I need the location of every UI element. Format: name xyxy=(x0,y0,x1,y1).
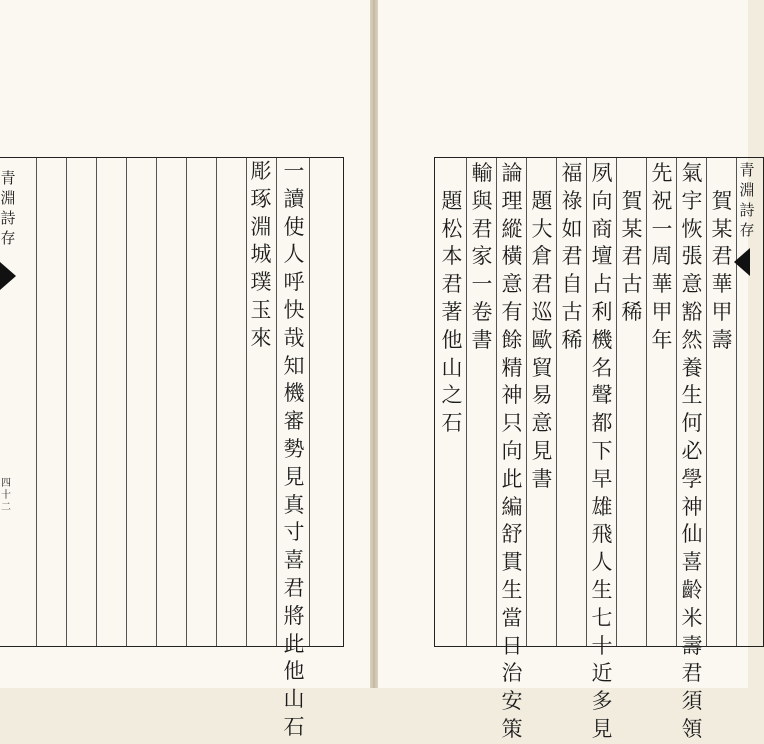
character: 甲 xyxy=(651,299,673,324)
character: 君 xyxy=(561,244,583,269)
character: 寸 xyxy=(283,520,305,545)
character: 多 xyxy=(591,689,613,714)
character: 早 xyxy=(591,466,613,491)
character: 書 xyxy=(531,466,553,491)
character: 生 xyxy=(501,577,523,602)
character: 君 xyxy=(681,661,703,686)
character: 他 xyxy=(441,327,463,352)
character: 他 xyxy=(283,659,305,684)
left-text-frame xyxy=(0,157,344,739)
character: 七 xyxy=(591,605,613,630)
character: 名 xyxy=(591,355,613,380)
character: 學 xyxy=(681,466,703,491)
character: 真 xyxy=(283,492,305,517)
character: 利 xyxy=(591,299,613,324)
character: 書 xyxy=(471,327,493,352)
character: 論 xyxy=(501,161,523,185)
poem-title-kako xyxy=(709,160,735,355)
character: 米 xyxy=(681,605,703,630)
character: 齡 xyxy=(681,577,703,602)
character: 恢 xyxy=(681,216,703,241)
character: 賀 xyxy=(621,188,643,213)
character: 古 xyxy=(621,272,643,297)
character: 先 xyxy=(651,161,673,185)
character: 哉 xyxy=(283,325,305,350)
character: 神 xyxy=(681,494,703,519)
poem-title-koki xyxy=(619,160,645,327)
character: 璞 xyxy=(250,270,272,295)
character: 近 xyxy=(591,661,613,686)
character: 只 xyxy=(501,411,523,436)
character: 然 xyxy=(681,327,703,352)
character: 人 xyxy=(591,550,613,575)
character: 理 xyxy=(501,188,523,213)
character: 輸 xyxy=(471,161,493,185)
character: 機 xyxy=(283,381,305,406)
spine-character: 淵 xyxy=(0,189,16,207)
character: 琢 xyxy=(250,186,272,211)
poem-line xyxy=(589,160,615,744)
character: 石 xyxy=(283,714,305,739)
character: 玉 xyxy=(250,297,272,322)
spine-character: 存 xyxy=(0,229,16,247)
character: 見 xyxy=(591,716,613,741)
character: 神 xyxy=(501,383,523,408)
character: 與 xyxy=(471,188,493,213)
poem-line xyxy=(559,160,585,355)
left-page xyxy=(0,0,370,739)
character: 勢 xyxy=(283,436,305,461)
character: 將 xyxy=(283,603,305,628)
character: 如 xyxy=(561,216,583,241)
character: 讀 xyxy=(283,186,305,211)
poem-line xyxy=(649,160,675,355)
character: 餘 xyxy=(501,327,523,352)
character: 大 xyxy=(531,216,553,241)
character: 壽 xyxy=(711,327,733,352)
character: 仙 xyxy=(681,522,703,547)
character: 十 xyxy=(591,633,613,658)
fish-tail-mark-left xyxy=(0,262,16,290)
character: 來 xyxy=(250,325,272,350)
character: 縱 xyxy=(501,216,523,241)
character: 某 xyxy=(711,216,733,241)
character: 張 xyxy=(681,244,703,269)
character: 華 xyxy=(711,272,733,297)
character: 聲 xyxy=(591,383,613,408)
poem-title-okura xyxy=(529,160,555,494)
character: 一 xyxy=(471,272,493,297)
left-spine-title xyxy=(0,168,19,248)
character: 甲 xyxy=(711,299,733,324)
spine-character: 詩 xyxy=(0,209,16,227)
character: 君 xyxy=(283,575,305,600)
character: 歐 xyxy=(531,327,553,352)
character: 某 xyxy=(621,216,643,241)
character: 雄 xyxy=(591,494,613,519)
character: 周 xyxy=(651,244,673,269)
character: 祿 xyxy=(561,188,583,213)
character: 之 xyxy=(441,383,463,408)
character: 飛 xyxy=(591,522,613,547)
character: 向 xyxy=(591,188,613,213)
character: 貿 xyxy=(531,355,553,380)
spine-character: 詩 xyxy=(739,201,755,219)
page-number-digit: 十 xyxy=(1,490,11,501)
character: 安 xyxy=(501,689,523,714)
left-poem-line-2 xyxy=(248,158,274,353)
character: 意 xyxy=(501,272,523,297)
character: 君 xyxy=(531,272,553,297)
character: 使 xyxy=(283,214,305,239)
character: 稀 xyxy=(621,299,643,324)
page-number-digit: 二 xyxy=(1,502,11,513)
character: 治 xyxy=(501,661,523,686)
character: 喜 xyxy=(283,548,305,573)
character: 華 xyxy=(651,272,673,297)
character: 君 xyxy=(441,272,463,297)
character: 淵 xyxy=(250,214,272,239)
character: 本 xyxy=(441,244,463,269)
spine-character: 存 xyxy=(739,221,755,239)
character: 賀 xyxy=(711,188,733,213)
left-poem-line-1 xyxy=(281,158,307,742)
character: 祝 xyxy=(651,188,673,213)
character: 題 xyxy=(531,188,553,213)
character: 氣 xyxy=(681,161,703,185)
character: 見 xyxy=(283,464,305,489)
character: 此 xyxy=(283,631,305,656)
character: 須 xyxy=(681,689,703,714)
character: 知 xyxy=(283,353,305,378)
character: 君 xyxy=(471,216,493,241)
character: 喜 xyxy=(681,550,703,575)
character: 城 xyxy=(250,242,272,267)
character: 山 xyxy=(283,687,305,712)
character: 倉 xyxy=(531,244,553,269)
indent-space xyxy=(719,160,726,188)
character: 貫 xyxy=(501,550,523,575)
character: 快 xyxy=(283,297,305,322)
spine-character: 青 xyxy=(739,161,755,179)
spine-character: 青 xyxy=(0,169,16,187)
character: 生 xyxy=(591,577,613,602)
character: 著 xyxy=(441,299,463,324)
character: 福 xyxy=(561,161,583,185)
character: 占 xyxy=(591,272,613,297)
indent-space xyxy=(449,160,456,188)
character: 古 xyxy=(561,299,583,324)
page-number xyxy=(0,478,12,514)
character: 策 xyxy=(501,716,523,741)
character: 編 xyxy=(501,494,523,519)
character: 年 xyxy=(651,327,673,352)
character: 稀 xyxy=(561,327,583,352)
page-number-digit: 四 xyxy=(1,478,11,489)
character: 壽 xyxy=(681,633,703,658)
character: 君 xyxy=(621,244,643,269)
poem-line xyxy=(499,160,525,744)
character: 彫 xyxy=(250,159,272,183)
indent-space xyxy=(539,160,546,188)
character: 人 xyxy=(283,242,305,267)
character: 下 xyxy=(591,438,613,463)
character: 一 xyxy=(651,216,673,241)
character: 向 xyxy=(501,438,523,463)
character: 此 xyxy=(501,466,523,491)
character: 機 xyxy=(591,327,613,352)
spine-character: 淵 xyxy=(739,181,755,199)
character: 豁 xyxy=(681,299,703,324)
character: 領 xyxy=(681,716,703,741)
character: 石 xyxy=(441,411,463,436)
fish-tail-mark-right xyxy=(734,248,750,276)
character: 必 xyxy=(681,438,703,463)
character: 卷 xyxy=(471,299,493,324)
character: 夙 xyxy=(591,161,613,185)
indent-space xyxy=(629,160,636,188)
character: 題 xyxy=(441,188,463,213)
character: 宇 xyxy=(681,188,703,213)
character: 意 xyxy=(531,411,553,436)
character: 都 xyxy=(591,411,613,436)
character: 當 xyxy=(501,605,523,630)
character: 壇 xyxy=(591,244,613,269)
character: 生 xyxy=(681,383,703,408)
character: 君 xyxy=(711,244,733,269)
character: 商 xyxy=(591,216,613,241)
character: 自 xyxy=(561,272,583,297)
poem-title-matsumoto xyxy=(439,160,465,438)
character: 養 xyxy=(681,355,703,380)
character: 橫 xyxy=(501,244,523,269)
character: 巡 xyxy=(531,299,553,324)
character: 意 xyxy=(681,272,703,297)
character: 見 xyxy=(531,438,553,463)
character: 審 xyxy=(283,409,305,434)
right-spine-title xyxy=(736,160,758,240)
character: 舒 xyxy=(501,522,523,547)
character: 精 xyxy=(501,355,523,380)
poem-line xyxy=(679,160,705,744)
character: 一 xyxy=(283,159,305,183)
character: 何 xyxy=(681,411,703,436)
character: 呼 xyxy=(283,270,305,295)
poem-line xyxy=(469,160,495,355)
character: 松 xyxy=(441,216,463,241)
character: 有 xyxy=(501,299,523,324)
character: 日 xyxy=(501,633,523,658)
character: 山 xyxy=(441,355,463,380)
right-page xyxy=(378,0,755,741)
character: 家 xyxy=(471,244,493,269)
character: 易 xyxy=(531,383,553,408)
